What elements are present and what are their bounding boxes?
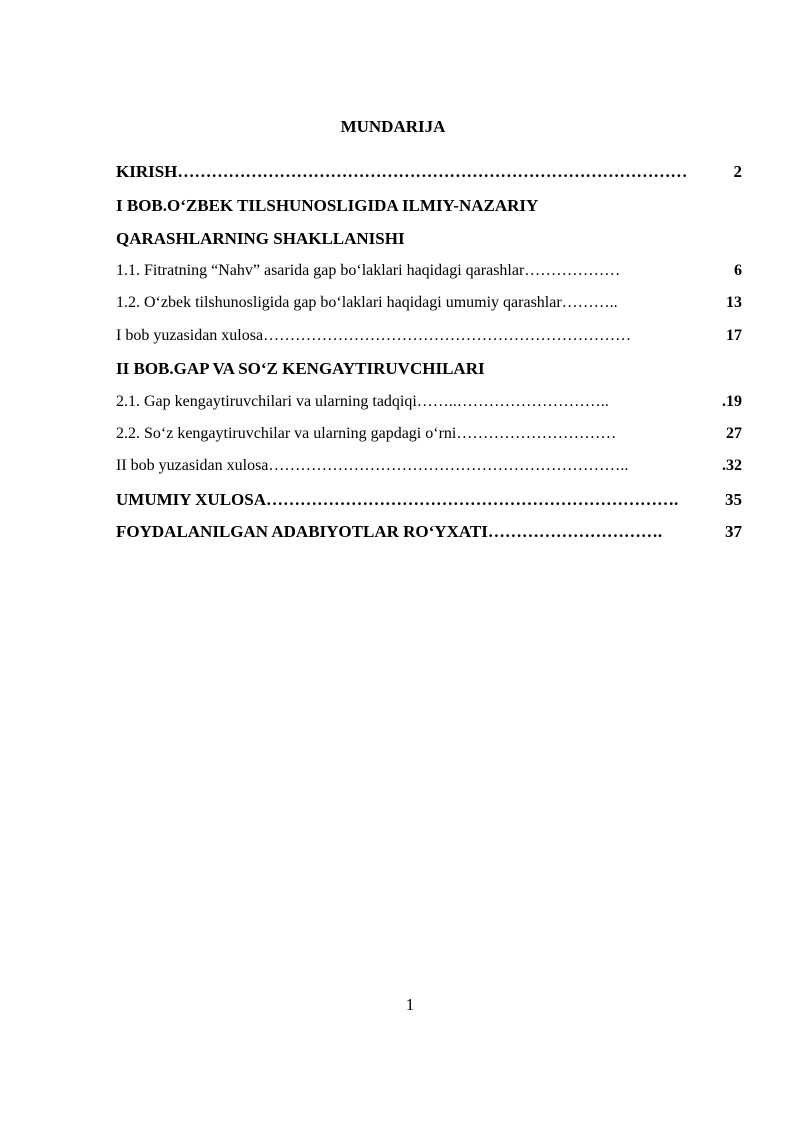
toc-entry-page: 35 — [725, 490, 742, 509]
toc-entry-page: 2 — [733, 162, 742, 181]
toc-entry-text: QARASHLARNING SHAKLLANISHI — [116, 229, 405, 248]
toc-entry-page: 13 — [726, 294, 742, 311]
toc-entry-1-1 — [116, 262, 742, 280]
toc-entry-page: 6 — [734, 262, 742, 279]
page-number: 1 — [405, 995, 415, 1014]
toc-entry-text: I BOB.O‘ZBEK TILSHUNOSLIGIDA ILMIY-NAZARIY — [116, 196, 539, 215]
toc-entry-page: 37 — [725, 522, 742, 541]
toc-entry-text: UMUMIY XULOSA………………………………………………………………. — [116, 490, 679, 509]
toc-entry-chapter-2 — [116, 359, 742, 379]
toc-entry-text: II BOB.GAP VA SO‘Z KENGAYTIRUVCHILARI — [116, 359, 485, 378]
toc-entry-text: KIRISH……………………………………………………………………………… — [116, 162, 688, 181]
toc-entry-2-2 — [116, 425, 742, 443]
toc-entry-1-2 — [116, 294, 742, 312]
toc-entry-chapter-1-conclusion — [116, 327, 742, 345]
toc-entry-text: 1.2. O‘zbek tilshunosligida gap bo‘laklari haqidagi umumiy qarashlar……….. — [116, 294, 618, 311]
toc-entry-text: 2.2. So‘z kengaytiruvchilar va ularning gapdagi o‘rni………………………… — [116, 425, 617, 442]
toc-entry-bibliography — [116, 522, 742, 542]
toc-entry-text: II bob yuzasidan xulosa………………………………………………………….. — [116, 457, 629, 474]
toc-entry-2-1 — [116, 393, 742, 411]
toc-entry-text: FOYDALANILGAN ADABIYOTLAR RO‘YXATI…………………………. — [116, 522, 663, 541]
toc-entry-chapter-1-line-1 — [116, 196, 742, 216]
toc-entry-general-conclusion — [116, 490, 742, 510]
toc-entry-text: 2.1. Gap kengaytiruvchilari va ularning tadqiqi……..……………………….. — [116, 393, 609, 410]
toc-entry-page: 27 — [726, 425, 742, 442]
toc-entry-chapter-2-conclusion — [116, 457, 742, 475]
toc-entry-page: 17 — [726, 327, 742, 344]
toc-entry-page: .19 — [722, 393, 742, 410]
toc-entry-text: 1.1. Fitratning “Nahv” asarida gap bo‘laklari haqidagi qarashlar……………… — [116, 262, 621, 279]
toc-entry-text: I bob yuzasidan xulosa…………………………………………………………… — [116, 327, 632, 344]
toc-entry-kirish — [116, 162, 742, 182]
page-title: MUNDARIJA — [340, 117, 446, 136]
toc-entry-page: .32 — [722, 457, 742, 474]
toc-entry-chapter-1-line-2 — [116, 229, 742, 249]
